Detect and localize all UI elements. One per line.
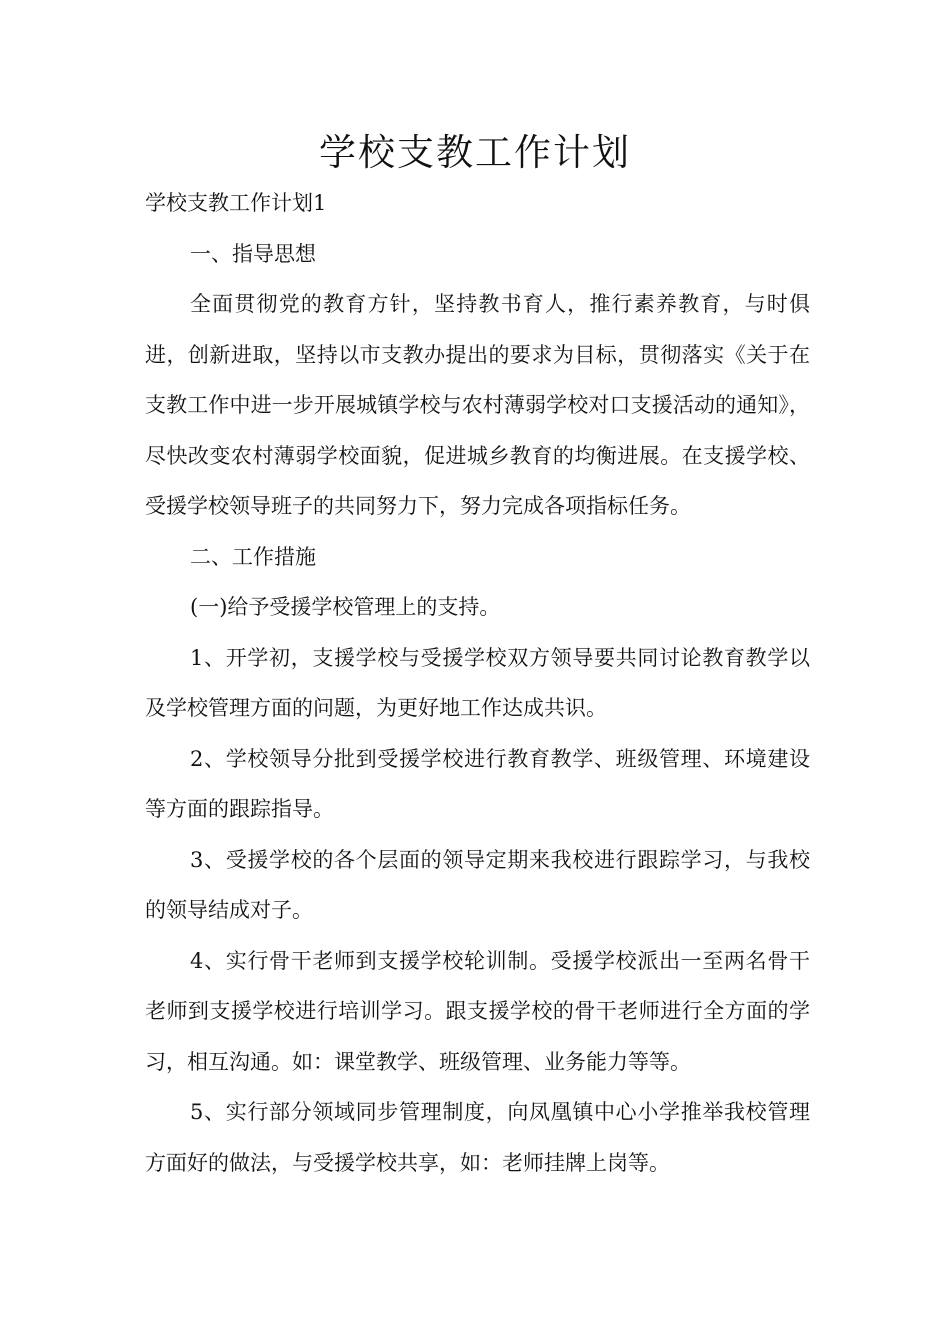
paragraph: 全面贯彻党的教育方针，坚持教书育人，推行素养教育，与时俱进，创新进取，坚持以市支教办提出的要求为目标，贯彻落实《关于在支教工作中进一步开展城镇学校与农村薄弱学校对口支援活动的通知》，尽快改变农村薄弱学校面貌，促进城乡教育的均衡进展。在支援学校、受援学校领导班子的共同努力下，努力完成各项指标任务。 bbox=[145, 292, 810, 518]
subsection-heading: (一)给予受援学校管理上的支持。 bbox=[190, 595, 501, 619]
document-subtitle: 学校支教工作计划1 bbox=[145, 191, 327, 215]
document-title: 学校支教工作计划 bbox=[319, 131, 631, 174]
list-item: 1、开学初，支援学校与受援学校双方领导要共同讨论教育教学以及学校管理方面的问题，为更好地工作达成共识。 bbox=[145, 645, 810, 720]
section-heading: 二、工作措施 bbox=[190, 544, 316, 569]
list-item: 2、学校领导分批到受援学校进行教育教学、班级管理、环境建设等方面的跟踪指导。 bbox=[145, 746, 810, 821]
list-item: 5、实行部分领域同步管理制度，向凤凰镇中心小学推举我校管理方面好的做法，与受援学校共享，如：老师挂牌上岗等。 bbox=[145, 1100, 810, 1175]
list-item: 3、受援学校的各个层面的领导定期来我校进行跟踪学习，与我校的领导结成对子。 bbox=[145, 847, 810, 922]
list-item: 4、实行骨干老师到支援学校轮训制。受援学校派出一至两名骨干老师到支援学校进行培训学习。跟支援学校的骨干老师进行全方面的学习，相互沟通。如：课堂教学、班级管理、业务能力等等。 bbox=[145, 948, 810, 1074]
document-body bbox=[145, 178, 810, 1188]
section-heading: 一、指导思想 bbox=[190, 241, 316, 266]
